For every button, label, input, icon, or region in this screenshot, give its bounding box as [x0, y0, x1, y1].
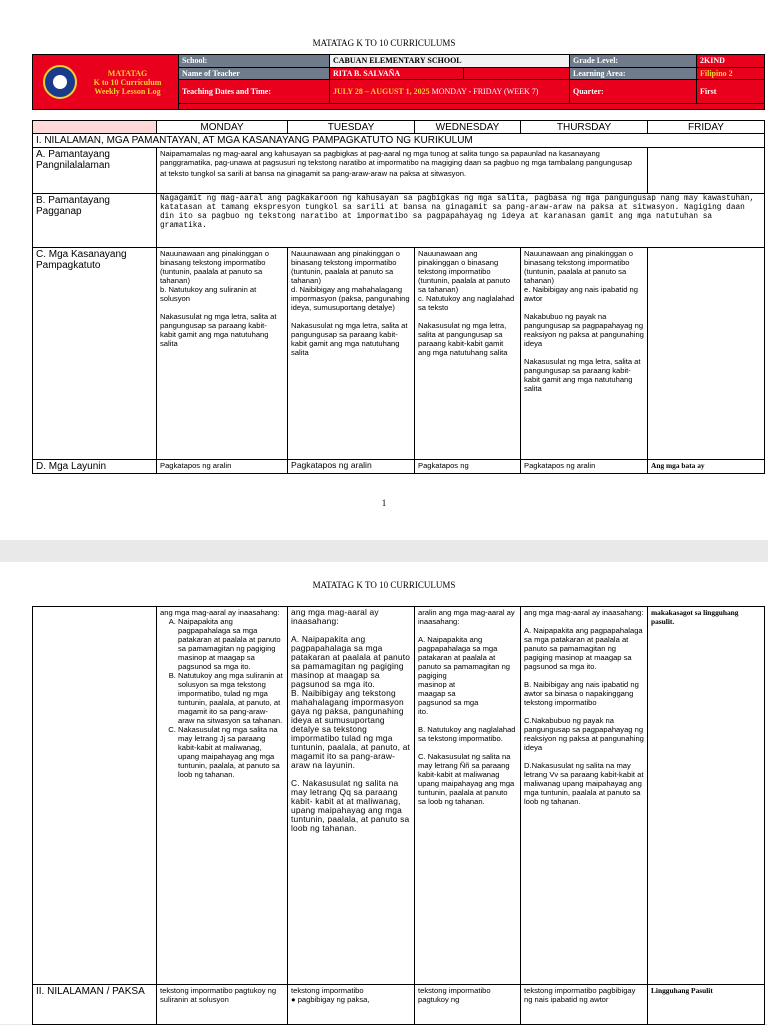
dates-label: Teaching Dates and Time:	[179, 80, 330, 103]
content-table-2	[32, 606, 765, 1025]
page-header-2: MATATAG K TO 10 CURRICULUMS	[312, 580, 456, 590]
days-header-row	[33, 121, 765, 134]
day-tuesday: TUESDAY	[288, 121, 415, 134]
topic-friday: Lingguhang Pasulit	[648, 985, 765, 1025]
grade-value: 2KIND	[697, 55, 765, 68]
row-a-text-1: Naipamamalas ng mag-aaral ang kahusayan sa pagbigkas at pag-aaral ng mga tunog at salita tungo sa papaunlad na kasanayang panggramatika, pag-unawa at pagsusuri ng tekstong naratibo at impormatibo na magiging daan sa pagbuo ng mga tambalang pangungusap	[160, 149, 632, 167]
teacher-value: RITA B. SALVAÑA	[330, 67, 464, 80]
dates-days: MONDAY - FRIDAY (WEEK 7)	[431, 87, 539, 96]
logo-title: MATATAG	[107, 68, 148, 78]
day-monday: MONDAY	[157, 121, 288, 134]
dates-cell	[330, 80, 570, 103]
row-c-friday	[648, 248, 765, 460]
section-1-heading: I. NILALAMAN, MGA PAMANTAYAN, AT MGA KASANAYANG PAMPAGKATUTO NG KURIKULUM	[33, 134, 765, 148]
teacher-label: Name of Teacher	[179, 67, 330, 80]
quarter-label: Quarter:	[570, 80, 697, 103]
quarter-value: First	[697, 80, 765, 103]
page-number: 1	[381, 498, 387, 508]
logo-cell	[33, 55, 179, 110]
learning-area-value: Filipino 2	[697, 67, 765, 80]
objectives-monday-intro: ang mga mag-aaral ay inaasahang:	[160, 608, 280, 617]
row-b-content: Nagagamit ng mag-aaral ang pagkakaroon ng kahusayan sa pagbigkas ng mga salita, pagbasa ng mga pangungusap nang may kawastuhan, katatasan at tamang ekspresyon tungkol sa sarili at bansa na ginagamit sa pang-araw-araw na paksa at sitwasyon. Nagiging daan din ito sa pagbuo ng tekstong naratibo at impormatibo sa pagpapahayag ng ideya at karanasan gamit ang mga natutuhan sa gramatika.	[157, 194, 765, 248]
row-2-label: II. NILALAMAN / PAKSA	[33, 985, 157, 1025]
topic-thursday: tekstong impormatibo pagbibigay ng nais ipabatid ng awtor	[521, 985, 648, 1025]
objectives-wednesday: aralin ang mga mag-aaral ay inaasahang: A. Naipapakita ang pagpapahalaga sa mga patakaran at paalala at panuto sa pamamagitan ng pagiging masinop at maagap sa pagsunod sa mga ito. B. Natutukoy ang naglalahad sa tekstong impormatibo. C. Nakasusulat ng salita na may letrang Ññ sa paraang kabit-kabit at maliwanag upang maipahayag ang mga tuntunin, paalala at panuto sa loob ng tahanan.	[415, 607, 521, 985]
page-header: MATATAG K TO 10 CURRICULUMS	[312, 38, 456, 48]
topic-tuesday: tekstong impormatibo ● pagbibigay ng paksa,	[288, 985, 415, 1025]
row-d-thursday: Pagkatapos ng aralin	[521, 460, 648, 474]
logo-subtitle2: Weekly Lesson Log	[94, 86, 161, 96]
day-wednesday: WEDNESDAY	[415, 121, 521, 134]
row-d-friday: Ang mga bata ay	[648, 460, 765, 474]
objectives-friday: makakasagot sa lingguhang pasulit.	[648, 607, 765, 985]
content-table	[32, 120, 765, 474]
row-d-wednesday: Pagkatapos ng	[415, 460, 521, 474]
row-a-content	[157, 148, 648, 194]
objectives-thursday: ang mga mag-aaral ay inaasahang: A. Naipapakita ang pagpapahalaga sa mga patakaran at paalala at panuto sa pamamagitan ng pagiging masinop at maagap sa pagsunod sa mga ito. B. Naibibigay ang nais ipabatid ng awtor sa binasa o napakinggang tekstong impormatibo C.Nakabubuo ng payak na pangungusap sa pagpapahayag ng reaksiyon ng paksa at pangunahing ideya D.Nakasusulat ng salita na may letrang Vv sa paraang kabit-kabit at maliwanag upang maipahayag ang mga tuntunin, paalala at panuto sa loob ng tahanan.	[521, 607, 648, 985]
day-thursday: THURSDAY	[521, 121, 648, 134]
row-a-text-2: at teksto tungkol sa sarili at bansa na ginagamit sa pang-araw-araw na paksa at sitwasyon.	[160, 169, 467, 178]
dates-value: JULY 28 – AUGUST 1, 2025	[333, 87, 430, 96]
learning-area-label: Learning Area:	[570, 67, 697, 80]
day-friday: FRIDAY	[648, 121, 765, 134]
topic-monday: tekstong impormatibo pagtukoy ng suliranin at solusyon	[157, 985, 288, 1025]
list-item: C. Nakasusulat ng mga salita na may letrang Jj sa paraang kabit-kabit at maliwanag, upang maipahayag ang mga tuntunin, paalala, at panuto sa loob ng tahanan.	[178, 725, 284, 779]
objectives-tuesday: ang mga mag-aaral ay inaasahang: A. Naipapakita ang pagpapahalaga sa mga patakaran at paalala at panuto sa pamamagitan ng pagiging masinop at maagap sa pagsunod sa mga ito. B. Naibibigay ang tekstong mahahalagang impormasyon gaya ng paksa, pangunahing ideya at sumusuportang detalye sa tekstong impormatibo tulad ng mga tuntunin, paalala, at panuto, at magamit ito sa pang-araw-araw na layunin. C. Nakasusulat ng salita na may letrang Qq sa paraang kabit- kabit at at maliwanag, upang maipahayag ang mga tuntunin, paalala, at panuto sa loob ng tahanan.	[288, 607, 415, 985]
list-item: B. Natutukoy ang mga suliranin at solusyon sa mga tekstong impormatibo, tulad ng mga tuntunin, paalala, at panuto, at magamit ito sa pang-araw-araw na sitwasyon sa tahanan.	[178, 671, 284, 725]
page-2	[0, 562, 768, 1024]
row-b-label: B. Pamantayang Pagganap	[33, 194, 157, 248]
lesson-log-table	[32, 54, 765, 110]
grade-label: Grade Level:	[570, 55, 697, 68]
school-label: School:	[179, 55, 330, 68]
row-c-monday: Nauunawaan ang pinakinggan o binasang tekstong impormatibo (tuntunin, paalala at panuto sa tahanan) b. Natutukoy ang suliranin at solusyon Nakasusulat ng mga letra, salita at pangungusap sa paraang kabit- kabit gamit ang mga natutuhang salita	[157, 248, 288, 460]
row-c-label: C. Mga Kasanayang Pampagkatuto	[33, 248, 157, 460]
row-d-tuesday: Pagkatapos ng aralin	[288, 460, 415, 474]
deped-seal-icon	[43, 65, 77, 99]
logo-subtitle: K to 10 Curriculum	[93, 77, 162, 87]
objectives-monday-list	[160, 617, 284, 779]
row-c-wednesday: Nauunawaan ang pinakinggan o binasang tekstong impormatibo (tuntunin, paalala at panuto sa tahanan) c. Natutukoy ang naglalahad sa teksto Nakasusulat ng mga letra, salita at pangungusap sa paraang kabit-kabit gamit ang mga natutuhang salita	[415, 248, 521, 460]
school-value: CABUAN ELEMENTARY SCHOOL	[330, 55, 570, 68]
list-item: A. Naipapakita ang pagpapahalaga sa mga patakaran at paalala at panuto sa pamamagitan ng pagiging masinop at maagap sa pagsunod sa mga ito.	[178, 617, 284, 671]
row-c-thursday: Nauunawaan ang pinakinggan o binasang tekstong impormatibo (tuntunin, paalala at panuto sa tahanan) e. Naibibigay ang nais ipabatid ng awtor Nakabubuo ng payak na pangungusap sa pagpapahayag ng reaksiyon ng paksa at pangunahing ideya Nakasusulat ng mga letra, salita at pangungusap sa paraang kabit-kabit gamit ang mga natutuhang salita	[521, 248, 648, 460]
row-a-label: A. Pamantayang Pangnilalalaman	[33, 148, 157, 194]
topic-wednesday: tekstong impormatibo pagtukoy ng	[415, 985, 521, 1025]
row-d-monday: Pagkatapos ng aralin	[157, 460, 288, 474]
row-d-label: D. Mga Layunin	[33, 460, 157, 474]
row-c-tuesday: Nauunawaan ang pinakinggan o binasang tekstong impormatibo (tuntunin, paalala at panuto sa tahanan) d. Naibibigay ang mahahalagang impormasyon (paksa, pangunahing ideya, sumusuportang detalye) Nakasusulat ng mga letra, salita at pangungusap sa paraang kabit-kabit gamit ang mga natutuhang salita	[288, 248, 415, 460]
objectives-monday	[157, 607, 288, 985]
